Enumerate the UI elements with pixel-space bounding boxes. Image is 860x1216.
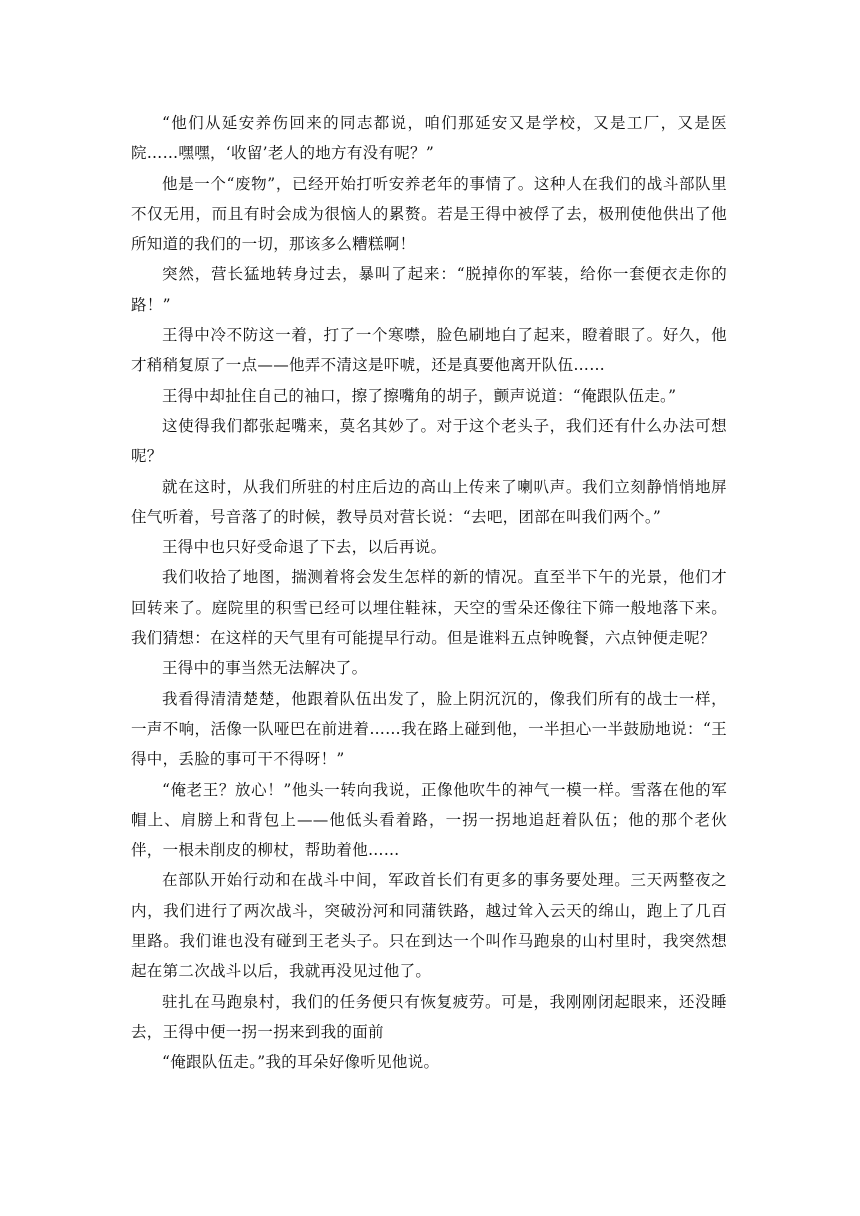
paragraph: “俺老王？放心！”他头一转向我说，正像他吹牛的神气一模一样。雪落在他的军帽上、肩膀上和背包上——他低头看着路，一拐一拐地追赶着队伍；他的那个老伙伴，一根未削皮的柳杖，帮助着他……: [131, 780, 727, 860]
paragraph: 这使得我们都张起嘴来，莫名其妙了。对于这个老头子，我们还有什么办法可想呢？: [131, 416, 727, 466]
article-body: [131, 108, 727, 1078]
paragraph: 王得中却扯住自己的袖口，擦了擦嘴角的胡子，颤声说道：“俺跟队伍走。”: [162, 386, 677, 405]
paragraph: 王得中冷不防这一着，打了一个寒噤，脸色刷地白了起来，瞪着眼了。好久，他才稍稍复原了一点——他弄不清这是吓唬，还是真要他离开队伍……: [131, 326, 727, 375]
paragraph: 突然，营长猛地转身过去，暴叫了起来：“脱掉你的军装，给你一套便衣走你的路！”: [131, 265, 727, 314]
paragraph: 在部队开始行动和在战斗中间，军政首长们有更多的事务要处理。三天两整夜之内，我们进行了两次战斗，突破汾河和同蒲铁路，越过耸入云天的绵山，跑上了几百里路。我们谁也没有碰到王老头子。只在到达一个叫作马跑泉的山村里时，我突然想起在第二次战斗以后，我就再没见过他了。: [131, 871, 727, 981]
paragraph: 就在这时，从我们所驻的村庄后边的高山上传来了喇叭声。我们立刻静悄悄地屏住气听着，号音落了的时候，教导员对营长说：“去吧，团部在叫我们两个。”: [131, 477, 727, 526]
paragraph: 我们收拾了地图，揣测着将会发生怎样的新的情况。直至半下午的光景，他们才回转来了。庭院里的积雪已经可以埋住鞋袜，天空的雪朵还像往下筛一般地落下来。我们猜想：在这样的天气里有可能提早行动。但是谁料五点钟晚餐，六点钟便走呢？: [131, 568, 727, 648]
paragraph: 我看得清清楚楚，他跟着队伍出发了，脸上阴沉沉的，像我们所有的战士一样，一声不响，活像一队哑巴在前进着……我在路上碰到他，一半担心一半鼓励地说：“王得中，丢脸的事可干不得呀！”: [131, 689, 727, 769]
paragraph: “俺跟队伍走。”我的耳朵好像听见他说。: [162, 1053, 440, 1072]
paragraph: 他是一个“废物”，已经开始打听安养老年的事情了。这种人在我们的战斗部队里不仅无用，而且有时会成为很恼人的累赘。若是王得中被俘了去，极刑使他供出了他所知道的我们的一切，那该多么糟糕啊！: [131, 174, 727, 254]
paragraph: 王得中也只好受命退了下去，以后再说。: [162, 538, 447, 557]
paragraph: 驻扎在马跑泉村，我们的任务便只有恢复疲劳。可是，我刚刚闭起眼来，还没睡去，王得中便一拐一拐来到我的面前: [131, 992, 727, 1041]
paragraph: 王得中的事当然无法解决了。: [162, 659, 368, 678]
paragraph: “他们从延安养伤回来的同志都说，咱们那延安又是学校，又是工厂，又是医院……嘿嘿，‘收留’老人的地方有没有呢？”: [131, 114, 727, 163]
